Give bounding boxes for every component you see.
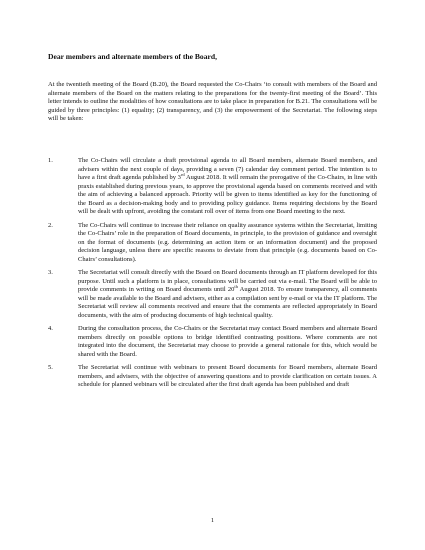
list-item bbox=[48, 325, 377, 359]
list-item-number: 4. bbox=[48, 325, 53, 332]
steps-list bbox=[48, 157, 377, 395]
list-item-text-continued: August 2018. It will remain the prerogative of the Co-Chairs, in line with praxis established during previous years, to approve the provisional agenda based on comments received and with the aim of achieving a balanced approach. Priority will be given to items identified as key for the functioning of the Board as a decision-making body and to providing policy guidance. Items requiring decisions by the Board will be dealt with upfront, avoiding the constant roll over of items from one Board meeting to the next. bbox=[78, 174, 377, 215]
list-item-text: The Secretariat will continue with webinars to present Board documents for Board members, alternate Board members, and advisers, with the objective of answering questions and to provide clarification on certain issues. A schedule for planned webinars will be circulated after the first draft agenda has been published and draft bbox=[78, 364, 377, 388]
list-item-number: 2. bbox=[48, 221, 53, 229]
page-number: 1 bbox=[210, 517, 215, 524]
ordinal-suffix: th bbox=[234, 283, 238, 289]
list-item bbox=[48, 364, 377, 390]
list-item-number: 5. bbox=[48, 364, 53, 371]
list-item-text: The Co-Chairs will circulate a draft provisional agenda to all Board members, alternate Board members, and advisers within the next couple of days, providing a seven (7) calendar day comment period. The intention is to have a first draft agenda published by 3 bbox=[78, 157, 377, 181]
list-item-text-continued: August 2018. To ensure transparency, all comments will be made available to the Board and advisers, either as a compilation sent by e-mail or via the IT platform. The Secretariat will review all comments received and ensure that the comments are reflected appropriately in Board documents, with the aim of producing documents of high technical quality. bbox=[78, 286, 378, 319]
ordinal-suffix: rd bbox=[180, 171, 185, 177]
list-item-number: 3. bbox=[48, 269, 53, 276]
intro-paragraph: At the twentieth meeting of the Board (B.20), the Board requested the Co-Chairs ‘to consult with members of the Board and alternate members of the Board on the matters relating to the preparations for the twenty-first meeting of the Board’. This letter intends to outline the modalities of how consultations are to take place in preparation for B.21. The consultations will be guided by three principles: (1) equality; (2) transparency, and (3) the empowerment of the Secretariat. The following steps will be taken: bbox=[48, 81, 377, 122]
list-item-text: During the consultation process, the Co-Chairs or the Secretariat may contact Board members and alternate Board members directly on possible options to bridge identified contrasting positions. Where comments are not integrated into the document, the Secretariat may choose to provide a general rationale for this, which would be shared with the Board. bbox=[78, 325, 377, 358]
list-item bbox=[48, 269, 377, 320]
list-item-text: The Secretariat will consult directly with the Board on Board documents through an IT platform developed for this purpose. Until such a platform is in place, consultations will be carried out via e-mail. The Board will be able to provide comments in writing on Board documents until 20 bbox=[78, 269, 377, 293]
list-item bbox=[48, 222, 377, 265]
list-item-number: 1. bbox=[48, 157, 53, 164]
list-item-text: The Co-Chairs will continue to increase their reliance on quality assurance systems within the Secretariat, limiting the Co-Chairs’ role in the preparation of Board documents, in principle, to the provision of guidance and oversight on the format of documents (e.g. determining an action item or an information document) and the proposed decision language, unless there are specific reasons to deviate from that principle (e.g. documents based on Co-Chairs’ consultations). bbox=[78, 221, 377, 263]
list-item bbox=[48, 157, 377, 217]
salutation: Dear members and alternate members of the Board, bbox=[48, 52, 217, 61]
